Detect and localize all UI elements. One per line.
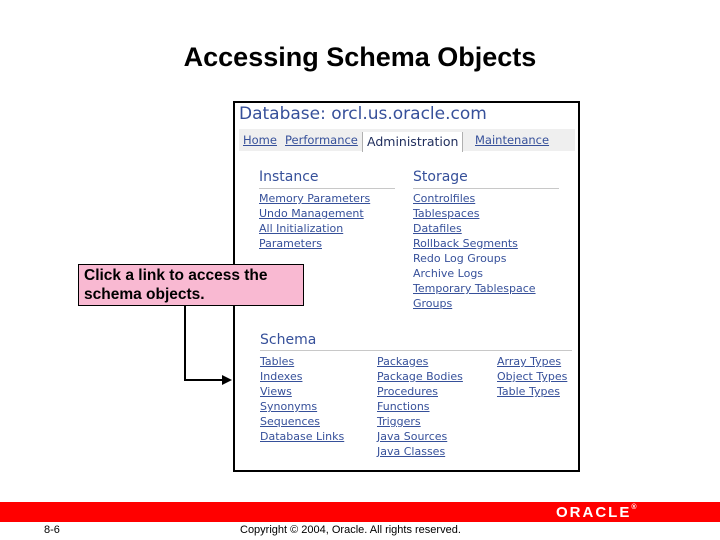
tab-performance[interactable]: Performance: [285, 133, 358, 147]
registered-mark: ®: [631, 504, 637, 511]
java-classes-link[interactable]: Java Classes: [377, 445, 446, 458]
tab-maintenance[interactable]: Maintenance: [475, 133, 550, 147]
procedures-link[interactable]: Procedures: [377, 385, 438, 398]
copyright-text: Copyright © 2004, Oracle. All rights reserved.: [240, 524, 461, 536]
slide-title: Accessing Schema Objects: [183, 42, 537, 72]
archive-logs-item[interactable]: Archive Logs: [413, 267, 484, 280]
object-types-link[interactable]: Object Types: [497, 370, 568, 383]
triggers-link[interactable]: Triggers: [377, 415, 421, 428]
java-sources-link[interactable]: Java Sources: [377, 430, 448, 443]
tables-link[interactable]: Tables: [260, 355, 295, 368]
tab-home[interactable]: Home: [243, 133, 277, 147]
redo-log-groups-item[interactable]: Redo Log Groups: [413, 252, 507, 265]
oracle-logo: [556, 504, 637, 521]
sequences-link[interactable]: Sequences: [260, 415, 320, 428]
instance-section-title: Instance: [259, 169, 319, 185]
page-number: 8-6: [44, 524, 60, 536]
memory-parameters-link[interactable]: Memory Parameters: [259, 192, 371, 205]
controlfiles-link[interactable]: Controlfiles: [413, 192, 476, 205]
package-bodies-link[interactable]: Package Bodies: [377, 370, 463, 383]
tab-administration[interactable]: Administration: [362, 132, 463, 152]
undo-management-link[interactable]: Undo Management: [259, 207, 364, 220]
datafiles-link[interactable]: Datafiles: [413, 222, 462, 235]
callout-box: Click a link to access the schema objects.: [78, 264, 304, 306]
database-links-link[interactable]: Database Links: [260, 430, 345, 443]
database-title: Database: orcl.us.oracle.com: [239, 104, 487, 124]
storage-section-title: Storage: [413, 169, 468, 185]
oracle-logo-text: ORACLE: [556, 504, 632, 521]
indexes-link[interactable]: Indexes: [260, 370, 303, 383]
tablespaces-link[interactable]: Tablespaces: [413, 207, 480, 220]
functions-link[interactable]: Functions: [377, 400, 430, 413]
all-initialization-parameters-link[interactable]: All Initialization Parameters: [259, 222, 344, 250]
table-types-link[interactable]: Table Types: [497, 385, 560, 398]
synonyms-link[interactable]: Synonyms: [260, 400, 318, 413]
rollback-segments-link[interactable]: Rollback Segments: [413, 237, 518, 250]
schema-section-title: Schema: [260, 332, 317, 348]
views-link[interactable]: Views: [260, 385, 292, 398]
packages-link[interactable]: Packages: [377, 355, 429, 368]
temporary-tablespace-groups-link[interactable]: Temporary Tablespace Groups: [413, 282, 536, 310]
array-types-link[interactable]: Array Types: [497, 355, 562, 368]
